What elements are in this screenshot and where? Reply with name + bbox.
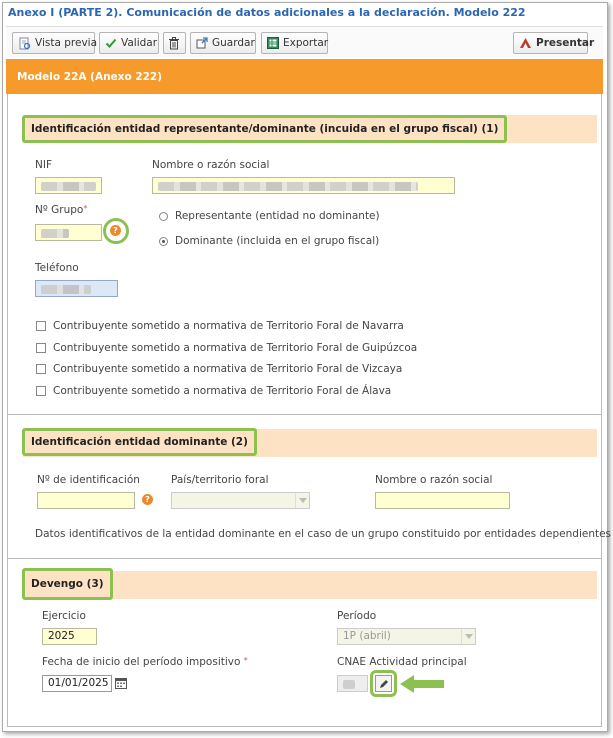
checkmark-icon xyxy=(105,37,117,49)
grupo-input[interactable] xyxy=(35,224,102,241)
delete-button[interactable] xyxy=(163,32,186,54)
page-title: Anexo I (PARTE 2). Comunicación de datos adicionales a la declaración. Modelo 222 xyxy=(8,6,526,19)
check-vizcaya-label: Contribuyente sometido a normativa de Territorio Foral de Vizcaya xyxy=(53,363,403,375)
telefono-label: Teléfono xyxy=(35,262,79,274)
exportar-label: Exportar xyxy=(283,37,329,49)
grupo-label xyxy=(35,204,87,216)
section1-title: Identificación entidad representante/dominante (incuida en el grupo fiscal) (1) xyxy=(22,115,507,143)
fecha-input[interactable]: 01/01/2025 xyxy=(42,675,112,692)
save-icon xyxy=(196,37,208,49)
cnae-edit-button[interactable] xyxy=(375,675,392,692)
section2-title: Identificación entidad dominante (2) xyxy=(22,428,257,456)
toolbar xyxy=(6,26,603,58)
validar-button[interactable] xyxy=(99,32,159,54)
chevron-down-icon xyxy=(299,498,307,503)
model-header: Modelo 22A (Anexo 222) xyxy=(6,59,603,94)
presentar-label: Presentar xyxy=(536,37,595,49)
check-guipuzcoa[interactable] xyxy=(36,342,417,354)
section-identificacion-representante xyxy=(7,94,602,415)
check-alava-box[interactable] xyxy=(36,386,46,396)
check-guipuzcoa-label: Contribuyente sometido a normativa de Territorio Foral de Guipúzcoa xyxy=(53,342,418,354)
calendar-icon[interactable] xyxy=(115,677,127,689)
radio-representante-circle[interactable] xyxy=(159,212,168,221)
vista-previa-button[interactable] xyxy=(12,32,98,54)
chevron-down-icon xyxy=(465,634,473,639)
periodo-dropdown-arrow[interactable] xyxy=(461,628,475,645)
id-help-icon[interactable]: ? xyxy=(142,494,153,505)
telefono-input[interactable] xyxy=(35,280,118,297)
periodo-value: 1P (abril) xyxy=(343,630,391,642)
guardar-button[interactable] xyxy=(190,32,256,54)
periodo-select[interactable] xyxy=(337,628,476,645)
grupo-required-mark: * xyxy=(83,204,88,213)
grupo-label-text: Nº Grupo xyxy=(35,204,84,216)
exportar-button[interactable] xyxy=(261,32,328,54)
radio-dominante-circle[interactable] xyxy=(159,237,168,246)
vista-previa-label: Vista previa xyxy=(35,37,98,49)
pais-label: País/territorio foral xyxy=(171,474,269,486)
fecha-label xyxy=(42,656,248,668)
arrow-pointer-icon xyxy=(398,674,446,694)
section3-title: Devengo (3) xyxy=(22,568,113,600)
check-navarra-label: Contribuyente sometido a normativa de Territorio Foral de Navarra xyxy=(53,320,404,332)
grupo-help-icon[interactable]: ? xyxy=(110,225,121,236)
ejercicio-input[interactable]: 2025 xyxy=(42,628,97,645)
section-devengo xyxy=(7,559,602,727)
nombre2-input[interactable] xyxy=(375,492,510,509)
id-input[interactable] xyxy=(37,492,135,509)
radio-representante-label: Representante (entidad no dominante) xyxy=(175,210,380,222)
validar-label: Validar xyxy=(121,37,158,49)
check-vizcaya[interactable] xyxy=(36,363,402,375)
check-guipuzcoa-box[interactable] xyxy=(36,343,46,353)
nombre-label: Nombre o razón social xyxy=(152,159,270,171)
pais-select[interactable] xyxy=(171,492,310,509)
presentar-logo-icon xyxy=(519,37,532,49)
guardar-label: Guardar xyxy=(212,37,255,49)
nif-label: NIF xyxy=(35,159,52,171)
presentar-button[interactable] xyxy=(513,32,595,54)
periodo-label: Período xyxy=(337,610,377,622)
id-label: Nº de identificación xyxy=(37,474,140,486)
pais-dropdown-arrow[interactable] xyxy=(295,492,309,509)
section2-note: Datos identificativos de la entidad dominante en el caso de un grupo constituido por entidades dependientes xyxy=(35,528,612,540)
check-vizcaya-box[interactable] xyxy=(36,364,46,374)
document-preview-icon xyxy=(18,37,31,50)
radio-dominante-label: Dominante (incluida en el grupo fiscal) xyxy=(175,235,380,247)
radio-dominante[interactable] xyxy=(159,235,379,247)
nif-input[interactable] xyxy=(35,177,102,194)
radio-representante[interactable] xyxy=(159,210,380,222)
cnae-input[interactable] xyxy=(337,675,368,692)
trash-icon xyxy=(168,37,180,50)
fecha-required-mark: * xyxy=(243,656,248,665)
check-alava[interactable] xyxy=(36,385,391,397)
check-navarra[interactable] xyxy=(36,320,404,332)
nombre-input[interactable] xyxy=(152,177,455,194)
ejercicio-label: Ejercicio xyxy=(42,610,86,622)
check-alava-label: Contribuyente sometido a normativa de Territorio Foral de Álava xyxy=(53,385,392,397)
section-identificacion-dominante xyxy=(7,415,612,559)
nombre2-label: Nombre o razón social xyxy=(375,474,493,486)
fecha-label-text: Fecha de inicio del período impositivo xyxy=(42,656,241,668)
cnae-label: CNAE Actividad principal xyxy=(337,656,467,668)
check-navarra-box[interactable] xyxy=(36,321,46,331)
pencil-icon xyxy=(379,679,389,689)
export-icon xyxy=(267,37,279,49)
